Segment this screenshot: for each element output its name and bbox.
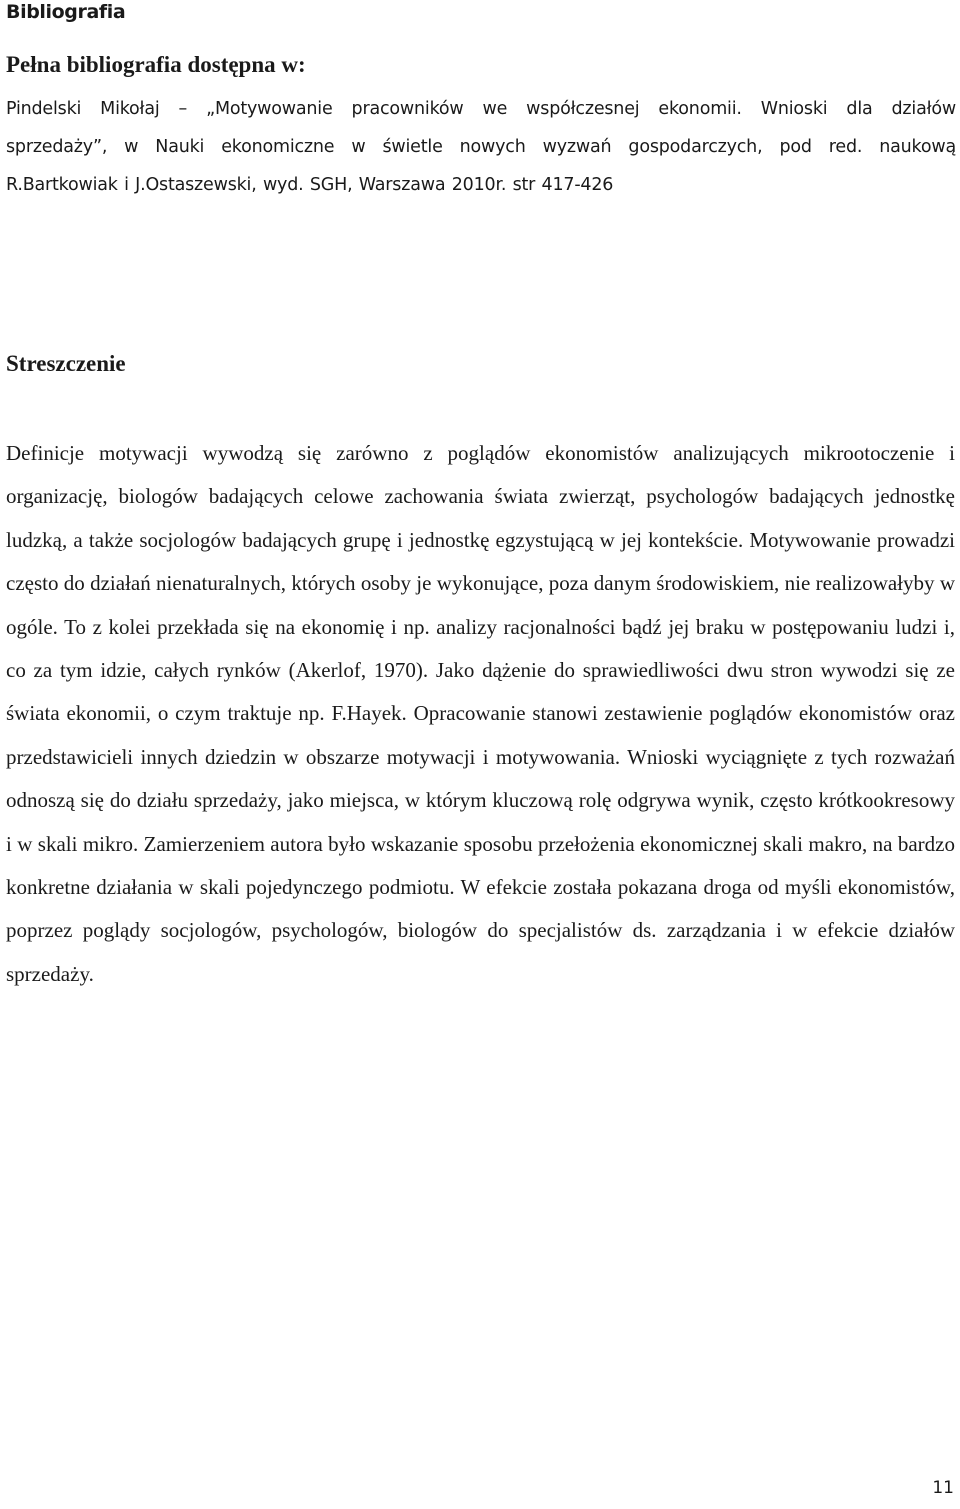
section-title: Bibliografia [6, 1, 126, 23]
bibliography-line: sprzedaży”, w Nauki ekonomiczne w świetle nowych wyzwań gospodarczych, pod red. naukową [6, 137, 956, 157]
bibliography-line: R.Bartkowiak i J.Ostaszewski, wyd. SGH, Warszawa 2010r. str 417-426 [6, 175, 614, 195]
abstract-heading: Streszczenie [6, 351, 126, 376]
bibliography-heading: Pełna bibliografia dostępna w: [6, 52, 306, 77]
bibliography-line: Pindelski Mikołaj – „Motywowanie pracowników we współczesnej ekonomii. Wnioski dla działów [6, 99, 956, 119]
bibliography-entry [6, 90, 956, 204]
abstract-paragraph: Definicje motywacji wywodzą się zarówno z poglądów ekonomistów analizujących mikrootoczenie i organizację, biologów badających celowe zachowania świata zwierząt, psychologów badających jednostkę ludzką, a także socjologów badających grupę i jednostkę egzystującą w jej kontekście. Motywowanie prowadzi często do działań nienaturalnych, których osoby je wykonujące, poza danym środowiskiem, nie realizowałyby w ogóle. To z kolei przekłada się na ekonomię i np. analizy racjonalności bądź jej braku w postępowaniu ludzi i, co za tym idzie, całych rynków (Akerlof, 1970). Jako dążenie do sprawiedliwości dwu stron wywodzi się ze świata ekonomii, o czym traktuje np. F.Hayek. Opracowanie stanowi zestawienie poglądów ekonomistów oraz przedstawicieli innych dziedzin w obszarze motywacji i motywowania. Wnioski wyciągnięte z tych rozważań odnoszą się do działu sprzedaży, jako miejsca, w którym kluczową rolę odgrywa wynik, często krótkookresowy i w skali mikro. Zamierzeniem autora było wskazanie sposobu przełożenia ekonomicznej skali makro, na bardzo konkretne działania w skali pojedynczego podmiotu. W efekcie została pokazana droga od myśli ekonomistów, poprzez poglądy socjologów, psychologów, biologów do specjalistów ds. zarządzania i w efekcie działów sprzedaży. [6, 441, 955, 986]
page-number: 11 [932, 1478, 954, 1498]
